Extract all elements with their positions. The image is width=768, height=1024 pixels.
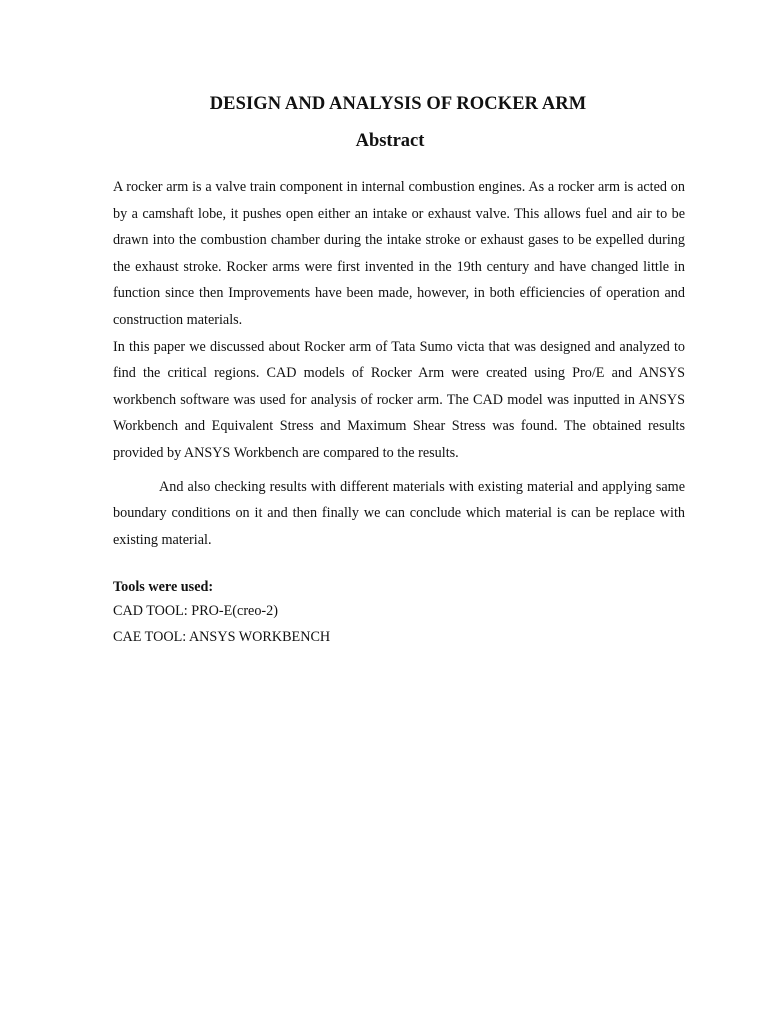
cae-tool-line: CAE TOOL: ANSYS WORKBENCH <box>113 629 331 645</box>
abstract-paragraph-2: In this paper we discussed about Rocker arm of Tata Sumo victa that was designed and analyzed to find the critical regions. CAD models of Rocker Arm were created using Pro/E and ANSYS workbench software was used for analysis of rocker arm. The CAD model was inputted in ANSYS Workbench and Equivalent Stress and Maximum Shear Stress was found. The obtained results provided by ANSYS Workbench are compared to the results. <box>113 338 685 461</box>
abstract-body <box>113 174 685 553</box>
tools-heading: Tools were used: <box>113 579 214 595</box>
cad-tool-line: CAD TOOL: PRO-E(creo-2) <box>113 603 278 619</box>
abstract-paragraph-3: And also checking results with different materials with existing material and applying same boundary conditions on it and then finally we can conclude which material is can be replace with existing material. <box>113 478 685 548</box>
abstract-heading: Abstract <box>355 131 425 151</box>
abstract-paragraph-1: A rocker arm is a valve train component in internal combustion engines. As a rocker arm is acted on by a camshaft lobe, it pushes open either an intake or exhaust valve. This allows fuel and air to be drawn into the combustion chamber during the intake stroke or exhaust gases to be expelled during the exhaust stroke. Rocker arms were first invented in the 19th century and have changed little in function since then Improvements have been made, however, in both efficiencies of operation and construction materials. <box>113 179 685 328</box>
document-title: DESIGN AND ANALYSIS OF ROCKER ARM <box>209 94 587 114</box>
tools-section <box>113 576 685 650</box>
